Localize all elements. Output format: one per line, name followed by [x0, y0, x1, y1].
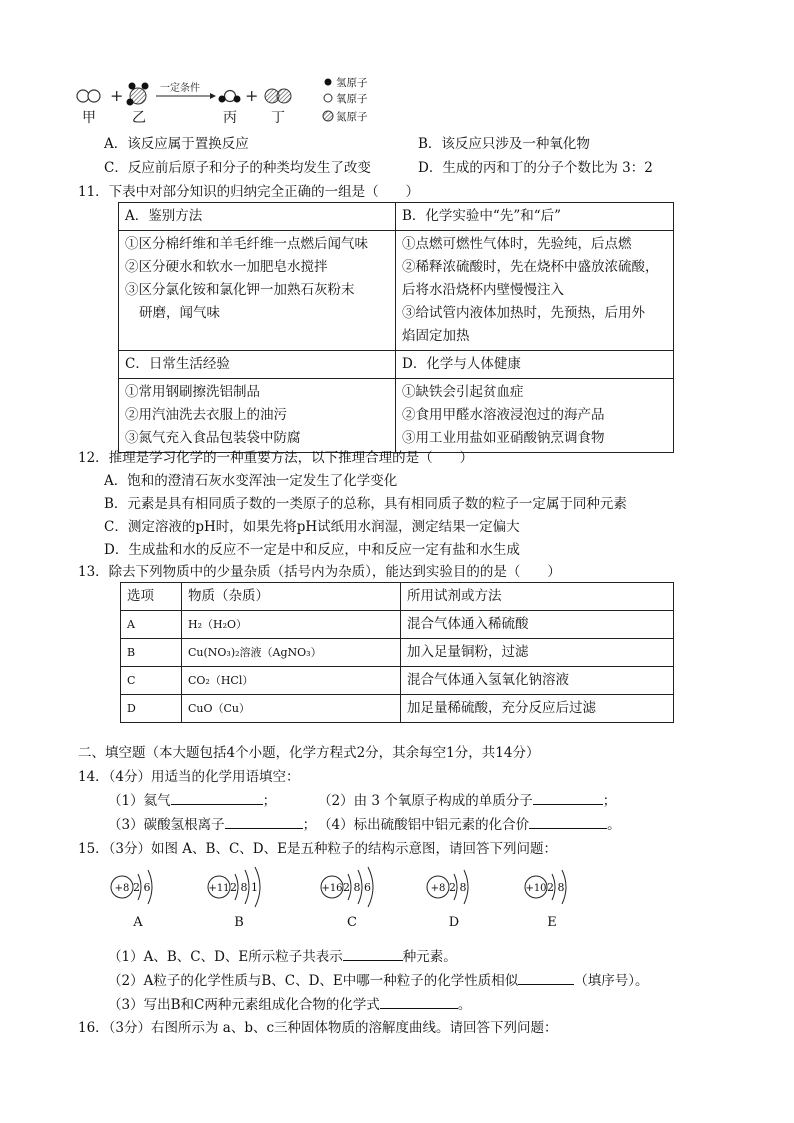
q12-option-c: C．测定溶液的pH时，如果先将pH试纸用水润湿，测定结果一定偏大: [104, 519, 520, 535]
q15-s1-text: （1）A、B、C、D、E所示粒子共表示: [108, 949, 343, 965]
table-row: [121, 611, 674, 639]
atom-diagram: [108, 866, 168, 930]
answer-blank[interactable]: [225, 815, 303, 829]
q13-cell: D: [121, 695, 182, 723]
shell-electrons: 2 8 6: [343, 881, 371, 894]
label-jia: 甲: [82, 110, 96, 126]
q12-stem: 12．推理是学习化学的一种重要方法，以下推理合理的是（ ）: [78, 450, 474, 466]
molecule-ding: [265, 89, 291, 103]
nucleus-label: +11: [208, 883, 230, 894]
q14-end: 。: [607, 817, 621, 833]
q15-sub-2: [108, 969, 649, 989]
label-bing: 丙: [223, 110, 237, 126]
label-ding: 丁: [271, 110, 285, 126]
nucleus-label: +8: [430, 883, 446, 894]
q11-a-title: A．鉴别方法: [119, 203, 396, 231]
q16-stem: 16．（3分）右图所示为 a、b、c三种固体物质的溶解度曲线。请回答下列问题：: [78, 1020, 558, 1036]
q14-sep: ；: [602, 793, 617, 809]
atom-structure-icon: [205, 866, 273, 908]
q11-b-line: 焰固定加热: [402, 328, 470, 344]
table-row: [121, 695, 674, 723]
q13-cell: CuO（Cu）: [182, 695, 401, 723]
answer-blank[interactable]: [533, 791, 603, 805]
answer-blank[interactable]: [171, 791, 263, 805]
q13-cell: 加足量稀硫酸，充分反应后过滤: [401, 695, 674, 723]
legend-nitrogen: 氮原子: [336, 111, 368, 123]
q13-cell: H₂（H₂O）: [182, 611, 401, 639]
label-yi: 乙: [132, 110, 146, 126]
atom-diagram: [522, 866, 582, 930]
q14-part-3: [108, 813, 316, 833]
q15-s3-text: （3）写出B和C两种元素组成化合物的化学式: [108, 997, 380, 1013]
atom-diagram: [424, 866, 484, 930]
q15-s1-tail: 种元素。: [402, 949, 457, 965]
q11-c-title: C．日常生活经验: [119, 351, 396, 379]
table-row: [121, 667, 674, 695]
q11-b-line: 后将水沿烧杯内壁慢慢注入: [402, 282, 564, 298]
atom-structure-icon: [522, 866, 582, 908]
shell-electrons: 2 8: [547, 881, 565, 894]
q11-d-body: [396, 379, 674, 453]
atom-structure-icon: [108, 866, 168, 908]
q11-stem: 11．下表中对部分知识的归纳完全正确的一组是（ ）: [78, 184, 420, 200]
q10-option-a: A．该反应属于置换反应: [104, 136, 249, 152]
molecule-yi: [127, 83, 149, 106]
q11-a-line: ②区分硬水和软水一加肥皂水搅拌: [125, 259, 328, 275]
atom-diagram: [205, 866, 273, 930]
q14-part-4: [318, 813, 621, 833]
answer-blank[interactable]: [380, 995, 458, 1009]
q11-a-line: ①区分棉纤维和羊毛纤维一点燃后闻气味: [125, 236, 368, 252]
q15-s3-tail: 。: [457, 997, 472, 1013]
q11-d-line: ②食用甲醛水溶液浸泡过的海产品: [402, 407, 605, 423]
q15-s2-tail: （填序号）。: [574, 973, 649, 989]
q14-part-1: [108, 789, 276, 809]
q13-stem: 13．除去下列物质中的少量杂质（括号内为杂质），能达到实验目的的是（ ）: [78, 564, 561, 580]
q10-option-c: C．反应前后原子和分子的种类均发生了改变: [104, 160, 371, 176]
q14-part-2: [318, 789, 616, 809]
q10-option-d: D．生成的丙和丁的分子个数比为 3：2: [418, 160, 653, 176]
q11-a-body: [119, 231, 396, 351]
q11-b-line: ②稀释浓硫酸时，先在烧杯中盛放浓硫酸，: [402, 259, 659, 275]
q12-option-d: D．生成盐和水的反应不一定是中和反应，中和反应一定有盐和水生成: [104, 542, 520, 558]
section-heading: 二、填空题（本大题包括4个小题，化学方程式2分，其余每空1分，共14分）: [78, 745, 540, 761]
q13-header-option: 选项: [121, 583, 182, 611]
shell-electrons: 2 8: [449, 881, 467, 894]
q11-c-line: ②用汽油洗去衣服上的油污: [125, 407, 287, 423]
nucleus-label: +16: [321, 883, 343, 894]
plus-sign: +: [110, 86, 124, 105]
q14-stem: 14．（4分）用适当的化学用语填空：: [78, 769, 300, 785]
q11-c-line: ①常用钢刷擦洗铝制品: [125, 384, 260, 400]
q11-d-line: ①缺铁会引起贫血症: [402, 384, 524, 400]
q11-d-title: D．化学与人体健康: [396, 351, 674, 379]
atom-label: C: [347, 915, 357, 930]
q14-p4-text: （4）标出硫酸铝中铝元素的化合价: [318, 817, 530, 833]
q12-option-a: A．饱和的澄清石灰水变浑浊一定发生了化学变化: [104, 473, 398, 489]
q13-header-method: 所用试剂或方法: [401, 583, 674, 611]
q11-b-body: [396, 231, 674, 351]
reaction-diagram: [70, 76, 390, 126]
q15-sub-3: [108, 993, 471, 1013]
q14-p1-text: （1）氦气: [108, 793, 171, 809]
q13-cell: Cu(NO₃)₂溶液（AgNO₃）: [182, 639, 401, 667]
q11-a-line: 研磨，闻气味: [139, 305, 220, 321]
q11-b-line: ①点燃可燃性气体时，先验纯，后点燃: [402, 236, 632, 252]
nucleus-label: +10: [525, 883, 547, 894]
q15-stem: 15．（3分）如图 A、B、C、D、E是五种粒子的结构示意图，请回答下列问题：: [78, 841, 557, 857]
q11-b-line: ③给试管内液体加热时，先预热，后用外: [402, 305, 645, 321]
q14-p2-text: （2）由 3 个氧原子构成的单质分子: [318, 793, 533, 809]
q11-b-title: B．化学实验中“先”和“后”: [396, 203, 674, 231]
q14-sep: ；: [262, 793, 277, 809]
q13-header-substance: 物质（杂质）: [182, 583, 401, 611]
atom-structure-icon: [318, 866, 386, 908]
q14-p3-text: （3）碳酸氢根离子: [108, 817, 225, 833]
answer-blank[interactable]: [343, 947, 403, 961]
legend-oxygen: 氧原子: [336, 93, 368, 105]
q12-option-b: B．元素是具有相同质子数的一类原子的总称，具有相同质子数的粒子一定属于同种元素: [104, 496, 627, 512]
shell-electrons: 2 6: [133, 881, 151, 894]
q13-cell: B: [121, 639, 182, 667]
atom-structure-icon: [424, 866, 484, 908]
q14-sep: ；: [302, 817, 317, 833]
q11-d-line: ③用工业用盐如亚硝酸钠烹调食物: [402, 430, 605, 446]
answer-blank[interactable]: [529, 815, 607, 829]
q13-cell: CO₂（HCl）: [182, 667, 401, 695]
answer-blank[interactable]: [518, 971, 574, 985]
q10-option-b: B．该反应只涉及一种氧化物: [418, 136, 590, 152]
atom-label: D: [448, 915, 460, 930]
q13-cell: A: [121, 611, 182, 639]
q13-cell: 混合气体通入氢氧化钠溶液: [401, 667, 674, 695]
molecule-bing: [219, 91, 241, 103]
shell-electrons: 2 8 1: [230, 881, 258, 894]
q13-cell: C: [121, 667, 182, 695]
molecule-jia: [77, 90, 100, 102]
q13-table: [120, 582, 674, 723]
q11-table: [118, 202, 674, 453]
q13-cell: 加入足量铜粉，过滤: [401, 639, 674, 667]
atom-diagram: [318, 866, 386, 930]
q11-a-line: ③区分氯化铵和氯化钾一加熟石灰粉末: [125, 282, 355, 298]
atom-label: A: [133, 915, 143, 930]
q11-c-line: ③氮气充入食品包装袋中防腐: [125, 430, 301, 446]
q13-cell: 混合气体通入稀硫酸: [401, 611, 674, 639]
q11-c-body: [119, 379, 396, 453]
q15-sub-1: [108, 945, 457, 965]
reaction-condition: 一定条件: [160, 83, 200, 94]
legend-hydrogen: 氢原子: [336, 77, 368, 89]
nucleus-label: +8: [114, 883, 130, 894]
q15-s2-text: （2）A粒子的化学性质与B、C、D、E中哪一种粒子的化学性质相似: [108, 973, 519, 989]
atom-label: B: [234, 915, 244, 930]
table-row: [121, 639, 674, 667]
atom-label: E: [547, 915, 557, 930]
plus-sign-2: +: [245, 86, 259, 105]
